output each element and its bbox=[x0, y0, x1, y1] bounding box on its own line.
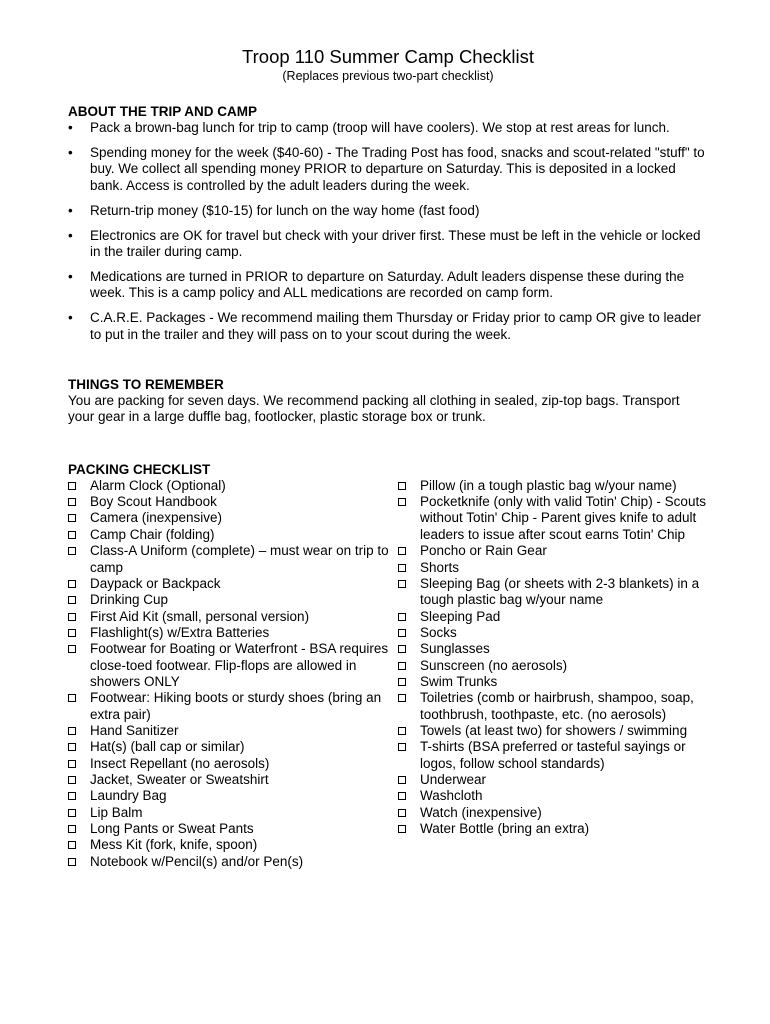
checkbox-icon[interactable] bbox=[398, 776, 406, 784]
checklist-item-label: Swim Trunks bbox=[420, 673, 498, 689]
checkbox-icon[interactable] bbox=[68, 694, 76, 702]
checklist-item bbox=[68, 625, 398, 641]
checklist-item bbox=[398, 641, 708, 657]
checklist-item-label: Notebook w/Pencil(s) and/or Pen(s) bbox=[90, 853, 304, 869]
checklist-item bbox=[68, 756, 398, 772]
checkbox-icon[interactable] bbox=[398, 809, 406, 817]
checkbox-icon[interactable] bbox=[68, 613, 76, 621]
checkbox-icon[interactable] bbox=[398, 482, 406, 490]
checkbox-icon[interactable] bbox=[398, 825, 406, 833]
checklist-item-label: Underwear bbox=[420, 771, 487, 787]
checkbox-icon[interactable] bbox=[398, 645, 406, 653]
checklist-item bbox=[398, 690, 708, 723]
checklist-item-label: Drinking Cup bbox=[90, 592, 169, 608]
checklist-item-label: Sunscreen (no aerosols) bbox=[420, 657, 568, 673]
checkbox-icon[interactable] bbox=[68, 645, 76, 653]
checkbox-icon[interactable] bbox=[68, 531, 76, 539]
checkbox-icon[interactable] bbox=[68, 809, 76, 817]
checklist-item bbox=[68, 805, 398, 821]
checklist-item bbox=[398, 739, 708, 772]
checkbox-icon[interactable] bbox=[68, 727, 76, 735]
checkbox-icon[interactable] bbox=[68, 596, 76, 604]
checklist-item bbox=[68, 821, 398, 837]
checklist-item bbox=[68, 641, 398, 690]
checkbox-icon[interactable] bbox=[398, 662, 406, 670]
checkbox-icon[interactable] bbox=[68, 792, 76, 800]
checklist-item bbox=[398, 494, 708, 543]
about-list bbox=[68, 120, 708, 343]
page-subtitle: (Replaces previous two-part checklist) bbox=[282, 69, 494, 83]
checklist-item bbox=[398, 772, 708, 788]
remember-text: You are packing for seven days. We recommend packing all clothing in sealed, zip-top bags. Transport your gear in a large duffle bag, footlocker, plastic storage box or trunk. bbox=[68, 392, 680, 425]
about-item: • Return-trip money ($10-15) for lunch on the way home (fast food) bbox=[68, 203, 708, 219]
checklist-item bbox=[68, 510, 398, 526]
checkbox-icon[interactable] bbox=[68, 498, 76, 506]
checklist-item bbox=[68, 854, 398, 870]
checkbox-icon[interactable] bbox=[68, 514, 76, 522]
checkbox-icon[interactable] bbox=[398, 498, 406, 506]
packing-list-right bbox=[398, 478, 708, 870]
checklist-item bbox=[68, 478, 398, 494]
checklist-item-label: Footwear: Hiking boots or sturdy shoes (bring an extra pair) bbox=[90, 690, 382, 722]
checklist-item bbox=[398, 821, 708, 837]
checklist-item-label: Daypack or Backpack bbox=[90, 575, 221, 591]
checklist-item bbox=[68, 494, 398, 510]
checklist-item bbox=[68, 723, 398, 739]
checkbox-icon[interactable] bbox=[398, 694, 406, 702]
remember-section bbox=[68, 377, 708, 426]
checklist-item-label: Footwear for Boating or Waterfront - BSA requires close-toed footwear. Flip-flops are allowed in showers ONLY bbox=[90, 641, 389, 689]
checkbox-icon[interactable] bbox=[398, 792, 406, 800]
checklist-item-label: Boy Scout Handbook bbox=[90, 494, 217, 510]
remember-heading: THINGS TO REMEMBER bbox=[68, 376, 224, 392]
checklist-item-label: Camera (inexpensive) bbox=[90, 510, 223, 526]
checkbox-icon[interactable] bbox=[398, 678, 406, 686]
checklist-item-label: Camp Chair (folding) bbox=[90, 526, 215, 542]
checklist-item-label: Poncho or Rain Gear bbox=[420, 543, 547, 559]
about-heading: ABOUT THE TRIP AND CAMP bbox=[68, 104, 257, 119]
packing-columns bbox=[68, 478, 708, 870]
checklist-item bbox=[68, 739, 398, 755]
checklist-item-label: Jacket, Sweater or Sweatshirt bbox=[90, 771, 269, 787]
checklist-item-label: Flashlight(s) w/Extra Batteries bbox=[90, 624, 270, 640]
checklist-item-label: Hat(s) (ball cap or similar) bbox=[90, 739, 245, 755]
about-item: • Pack a brown-bag lunch for trip to camp (troop will have coolers). We stop at rest areas for lunch. bbox=[68, 120, 708, 136]
checklist-item-label: Shorts bbox=[420, 559, 460, 575]
checklist-item-label: Lip Balm bbox=[90, 804, 143, 820]
checklist-item bbox=[68, 527, 398, 543]
checklist-item-label: Socks bbox=[420, 624, 457, 640]
checkbox-icon[interactable] bbox=[68, 743, 76, 751]
checklist-item-label: Hand Sanitizer bbox=[90, 722, 179, 738]
checklist-item bbox=[68, 788, 398, 804]
about-section bbox=[68, 104, 708, 343]
checklist-item bbox=[68, 772, 398, 788]
checkbox-icon[interactable] bbox=[398, 727, 406, 735]
checklist-item bbox=[398, 788, 708, 804]
checkbox-icon[interactable] bbox=[68, 580, 76, 588]
packing-list-left bbox=[68, 478, 398, 870]
checklist-item-label: Watch (inexpensive) bbox=[420, 804, 542, 820]
checklist-item bbox=[398, 609, 708, 625]
checklist-item-label: First Aid Kit (small, personal version) bbox=[90, 608, 310, 624]
checklist-item-label: Pocketknife (only with valid Totin' Chip) - Scouts without Totin' Chip - Parent gives knife to adult leaders to issue after scout earns Totin' Chip bbox=[420, 494, 706, 542]
checklist-item-label: Alarm Clock (Optional) bbox=[90, 477, 226, 493]
about-item: • Spending money for the week ($40-60) - The Trading Post has food, snacks and scout-related "stuff" to buy. We collect all spending money PRIOR to departure on Saturday. This is deposited in a locked bank. Access is controlled by the adult leaders during the week. bbox=[68, 145, 708, 194]
checklist-item bbox=[398, 560, 708, 576]
checklist-item bbox=[398, 723, 708, 739]
checkbox-icon[interactable] bbox=[398, 629, 406, 637]
about-item: • C.A.R.E. Packages - We recommend mailing them Thursday or Friday prior to camp OR give to leader to put in the trailer and they will pass on to your scout during the week. bbox=[68, 310, 708, 343]
checklist-item-label: Towels (at least two) for showers / swimming bbox=[420, 722, 688, 738]
checklist-item-label: Toiletries (comb or hairbrush, shampoo, soap, toothbrush, toothpaste, etc. (no aerosols) bbox=[420, 690, 694, 722]
checkbox-icon[interactable] bbox=[398, 613, 406, 621]
checklist-item-label: T-shirts (BSA preferred or tasteful sayings or logos, follow school standards) bbox=[420, 739, 686, 771]
checklist-item-label: Laundry Bag bbox=[90, 788, 167, 804]
packing-section bbox=[68, 462, 708, 870]
checkbox-icon[interactable] bbox=[68, 547, 76, 555]
checklist-item-label: Washcloth bbox=[420, 788, 483, 804]
checkbox-icon[interactable] bbox=[68, 858, 76, 866]
page-title: Troop 110 Summer Camp Checklist bbox=[242, 46, 534, 67]
checklist-item-label: Water Bottle (bring an extra) bbox=[420, 821, 590, 836]
checklist-item bbox=[68, 576, 398, 592]
checklist-item bbox=[398, 625, 708, 641]
checkbox-icon[interactable] bbox=[68, 825, 76, 833]
checklist-item bbox=[68, 609, 398, 625]
checkbox-icon[interactable] bbox=[68, 629, 76, 637]
checklist-item bbox=[398, 543, 708, 559]
checklist-item bbox=[398, 478, 708, 494]
checkbox-icon[interactable] bbox=[68, 482, 76, 490]
document-page bbox=[68, 46, 708, 870]
checklist-item-label: Class-A Uniform (complete) – must wear on trip to camp bbox=[90, 543, 389, 575]
packing-heading: PACKING CHECKLIST bbox=[68, 461, 211, 477]
checklist-item-label: Mess Kit (fork, knife, spoon) bbox=[90, 837, 258, 853]
checkbox-icon[interactable] bbox=[68, 841, 76, 849]
checklist-item-label: Sleeping Bag (or sheets with 2-3 blankets) in a tough plastic bag w/your name bbox=[420, 575, 700, 608]
checklist-item-label: Pillow (in a tough plastic bag w/your name) bbox=[420, 477, 677, 493]
checkbox-icon[interactable] bbox=[398, 547, 406, 555]
checkbox-icon[interactable] bbox=[68, 760, 76, 768]
checklist-item bbox=[398, 576, 708, 609]
checklist-item bbox=[68, 690, 398, 723]
checklist-item bbox=[68, 543, 398, 576]
checkbox-icon[interactable] bbox=[398, 743, 406, 751]
checklist-item-label: Sleeping Pad bbox=[420, 608, 501, 624]
about-item: • Medications are turned in PRIOR to departure on Saturday. Adult leaders dispense these during the week. This is a camp policy and ALL medications are recorded on camp form. bbox=[68, 269, 708, 302]
checkbox-icon[interactable] bbox=[398, 580, 406, 588]
checklist-item-label: Sunglasses bbox=[420, 641, 490, 657]
checklist-item bbox=[68, 837, 398, 853]
checklist-item-label: Long Pants or Sweat Pants bbox=[90, 821, 254, 836]
checklist-item bbox=[398, 805, 708, 821]
checkbox-icon[interactable] bbox=[68, 776, 76, 784]
checklist-item-label: Insect Repellant (no aerosols) bbox=[90, 755, 270, 771]
checklist-item bbox=[398, 658, 708, 674]
about-item: • Electronics are OK for travel but check with your driver first. These must be left in the vehicle or locked in the trailer during camp. bbox=[68, 228, 708, 261]
checkbox-icon[interactable] bbox=[398, 564, 406, 572]
checklist-item bbox=[398, 674, 708, 690]
checklist-item bbox=[68, 592, 398, 608]
